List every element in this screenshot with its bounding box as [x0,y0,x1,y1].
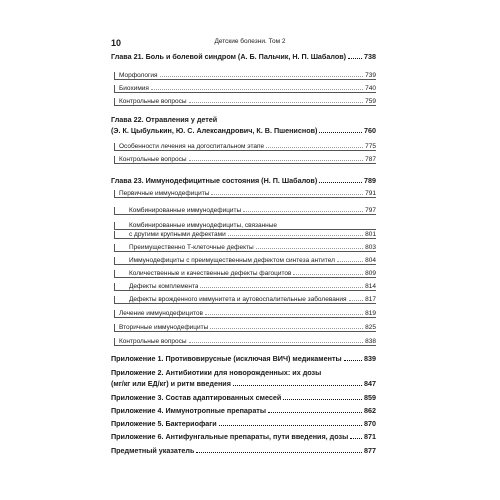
dot-leader [266,147,363,148]
toc-entry-page: 801 [365,231,376,238]
section-underline [114,197,376,198]
dot-leader [319,182,362,183]
toc-chapter-entry [111,52,376,61]
dot-leader [350,438,362,439]
toc-section-entry [119,324,376,331]
toc-entry-page: 838 [365,338,376,345]
dot-leader [233,385,362,386]
toc-section-entry [119,310,376,317]
toc-entry-title: Приложение 2. Антибиотики для новорожденных: их дозы [111,368,322,377]
toc-entry-title: Контрольные вопросы [119,156,187,163]
section-bracket-line [114,283,115,290]
toc-chapter-entry [111,406,376,415]
section-underline [114,92,376,93]
section-underline [114,277,376,278]
dot-leader [243,211,363,212]
section-bracket-line [114,244,115,251]
toc-section-entry [119,338,376,345]
section-underline [114,345,376,346]
toc-entry-page: 775 [365,143,376,150]
section-bracket-line [114,310,115,317]
dot-leader [219,425,362,426]
dot-leader [189,342,364,343]
dot-leader [211,194,363,195]
toc-entry-page: 847 [364,379,376,388]
toc-chapter-entry [111,115,376,124]
toc-chapter-entry [111,176,376,185]
section-underline [114,251,376,252]
toc-chapter-entry [111,379,376,388]
toc-entry-title: Приложение 4. Иммунотропные препараты [111,406,266,415]
toc-entry-page: 739 [365,72,376,79]
toc-chapter-entry [111,354,376,363]
toc-entry-page: 817 [365,296,376,303]
section-underline [114,229,376,230]
toc-section-entry [129,296,376,303]
toc-entry-page: 859 [364,393,376,402]
toc-entry-page: 809 [365,270,376,277]
section-bracket-line [114,190,115,197]
toc-entry-page: 825 [365,324,376,331]
dot-leader [189,160,364,161]
toc-entry-title: Лечение иммунодефицитов [119,310,203,317]
toc-section-entry [129,222,376,229]
toc-entry-page: 740 [365,85,376,92]
toc-entry-title: Глава 22. Отравления у детей [111,115,218,124]
section-bracket-line [114,98,115,105]
toc-entry-title: Приложение 1. Противовирусные (исключая ВИЧ) медикаменты [111,354,342,363]
dot-leader [196,452,362,453]
toc-entry-page: 803 [365,244,376,251]
toc-entry-title: Контрольные вопросы [119,98,187,105]
section-bracket-line [114,270,115,277]
section-underline [114,150,376,151]
toc-section-entry [129,231,376,238]
toc-chapter-entry [111,368,376,377]
toc-entry-page: 738 [364,52,376,61]
section-bracket-line [114,207,115,214]
toc-entry-title: Дефекты врожденного иммунитета и аутовоспалительные заболевания [129,296,347,303]
toc-entry-title: Приложение 5. Бактериофаги [111,419,217,428]
toc-entry-page: 870 [364,419,376,428]
dot-leader [293,274,363,275]
toc-section-entry [119,156,376,163]
page-number: 10 [111,38,122,48]
section-bracket-line [114,338,115,345]
toc-entry-page: 759 [365,98,376,105]
section-underline [114,105,376,106]
section-underline [114,303,376,304]
dot-leader [151,89,363,90]
dot-leader [160,76,364,77]
dot-leader [349,300,364,301]
toc-section-entry [129,270,376,277]
dot-leader [348,58,362,59]
toc-section-entry [129,207,376,214]
section-bracket-line [114,324,115,331]
toc-entry-title: Приложение 6. Антифунгальные препараты, пути введения, дозы [111,432,349,441]
running-head: Детские болезни. Том 2 [214,38,286,45]
toc-chapter-entry [111,126,376,135]
toc-entry-title: (мг/кг или ЕД/кг) и ритм введения [111,379,231,388]
toc-entry-title: Первичные иммунодефициты [119,190,210,197]
section-bracket-line [114,222,115,229]
dot-leader [283,399,362,400]
toc-entry-page: 839 [364,354,376,363]
toc-section-entry [129,244,376,251]
section-bracket-line [114,156,115,163]
toc-entry-page: 819 [365,310,376,317]
toc-entry-page: 814 [365,283,376,290]
section-bracket-line [114,257,115,264]
section-bracket-line [114,296,115,303]
toc-entry-title: Глава 23. Иммунодефицитные состояния (Н. П. Шабалов) [111,176,318,185]
dot-leader [256,248,363,249]
toc-entry-title: Морфология [119,72,158,79]
dot-leader [205,314,363,315]
toc-entry-title: Контрольные вопросы [119,338,187,345]
toc-section-entry [129,257,376,264]
toc-entry-page: 871 [364,432,376,441]
toc-entry-title: Комбинированные иммунодефициты [129,207,242,214]
toc-entry-title: Глава 21. Боль и болевой синдром (А. Б. Пальчик, Н. П. Шабалов) [111,52,347,61]
section-bracket-line [114,231,115,238]
toc-section-entry [119,190,376,197]
dot-leader [228,235,363,236]
section-underline [114,331,376,332]
toc-entry-page: 797 [365,207,376,214]
dot-leader [200,287,363,288]
section-underline [114,79,376,80]
toc-entry-title: Предметный указатель [111,446,195,455]
section-underline [114,238,376,239]
section-underline [114,264,376,265]
toc-entry-page: 760 [364,126,376,135]
toc-chapter-entry [111,393,376,402]
toc-section-entry [119,143,376,150]
toc-entry-title: Иммунодефициты с преимущественным дефектом синтеза антител [129,257,335,264]
toc-entry-title: Преимущественно Т-клеточные дефекты [129,244,254,251]
dot-leader [210,328,363,329]
toc-entry-page: 791 [365,190,376,197]
section-bracket-line [114,72,115,79]
section-underline [114,317,376,318]
dot-leader [319,132,362,133]
toc-section-entry [129,283,376,290]
toc-entry-page: 789 [364,176,376,185]
toc-chapter-entry [111,446,376,455]
toc-section-entry [119,72,376,79]
toc-entry-title: (Э. К. Цыбулькин, Ю. С. Александрович, К. В. Пшениснов) [111,126,318,135]
toc-entry-title: Биохимия [119,85,149,92]
dot-leader [344,360,362,361]
section-underline [114,290,376,291]
toc-entry-page: 877 [364,446,376,455]
section-bracket-line [114,143,115,150]
dot-leader [337,261,363,262]
toc-chapter-entry [111,419,376,428]
toc-section-entry [119,98,376,105]
toc-entry-title: Комбинированные иммунодефициты, связанные [129,222,278,229]
section-underline [114,163,376,164]
toc-entry-title: Количественные и качественные дефекты фагоцитов [129,270,292,277]
dot-leader [189,102,364,103]
toc-entry-title: с другими крупными дефектами [129,231,226,238]
toc-chapter-entry [111,432,376,441]
toc-entry-title: Особенности лечения на догоспитальном этапе [119,143,265,150]
dot-leader [268,412,362,413]
section-underline [114,214,376,215]
toc-entry-page: 862 [364,406,376,415]
toc-entry-title: Дефекты комплемента [129,283,199,290]
toc-entry-title: Вторичные иммунодефициты [119,324,209,331]
toc-entry-title: Приложение 3. Состав адаптированных смесей [111,393,282,402]
section-bracket-line [114,85,115,92]
toc-section-entry [119,85,376,92]
toc-entry-page: 804 [365,257,376,264]
toc-entry-page: 787 [365,156,376,163]
